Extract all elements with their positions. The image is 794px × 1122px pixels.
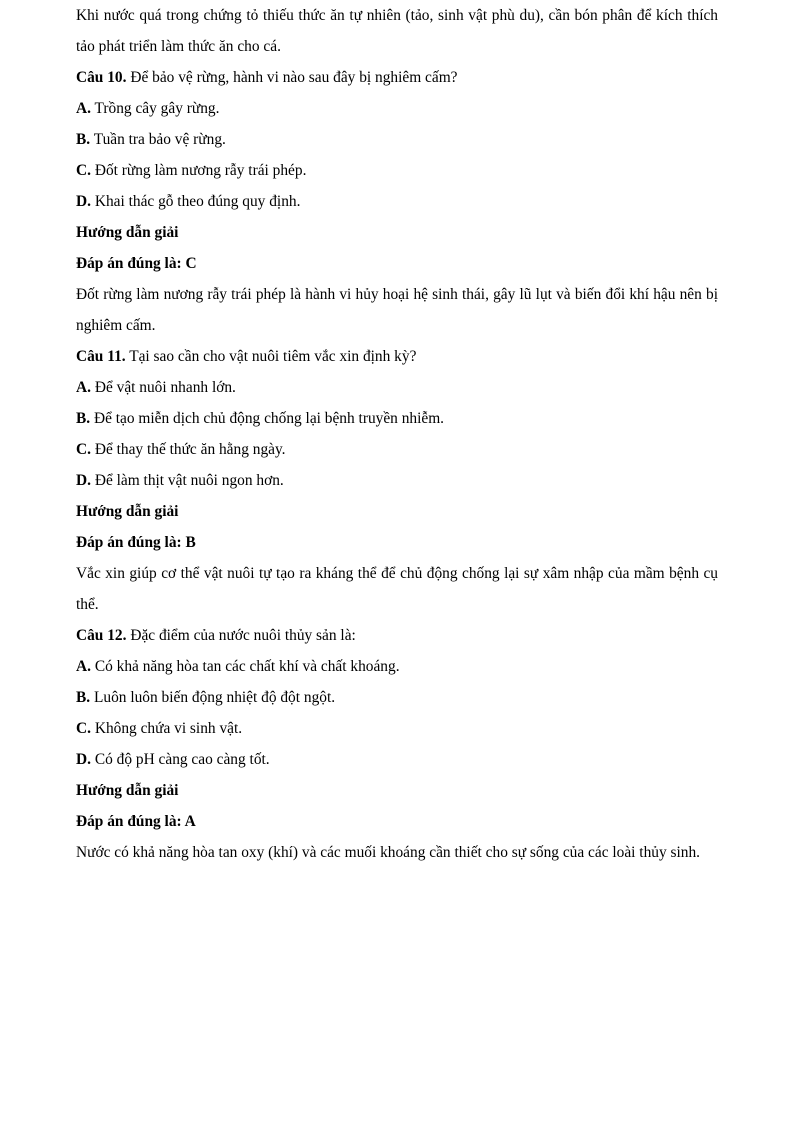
option-letter: A. (76, 379, 91, 396)
question-text: Đặc điểm của nước nuôi thủy sản là: (130, 627, 356, 644)
option-text: Để làm thịt vật nuôi ngon hơn. (94, 472, 284, 489)
option-a (76, 651, 718, 682)
option-d (76, 186, 718, 217)
option-a (76, 372, 718, 403)
question-stem (76, 62, 718, 93)
explanation: Đốt rừng làm nương rẫy trái phép là hành vi hủy hoại hệ sinh thái, gây lũ lụt và biến đổi khí hậu nên bị nghiêm cấm. (76, 286, 718, 334)
option-text: Khai thác gỗ theo đúng quy định. (94, 193, 301, 210)
option-letter: D. (76, 751, 91, 768)
option-text: Có khả năng hòa tan các chất khí và chất khoáng. (94, 658, 400, 675)
option-text: Luôn luôn biến động nhiệt độ đột ngột. (93, 689, 336, 706)
option-b (76, 682, 718, 713)
option-letter: A. (76, 100, 91, 117)
question-number: Câu 11. (76, 348, 126, 365)
question-stem (76, 341, 718, 372)
document-page (76, 0, 718, 868)
option-a (76, 93, 718, 124)
option-text: Để thay thế thức ăn hằng ngày. (94, 441, 286, 458)
question-number: Câu 10. (76, 69, 127, 86)
option-letter: B. (76, 131, 91, 148)
question-number: Câu 12. (76, 627, 127, 644)
question-11 (76, 341, 718, 620)
option-b (76, 124, 718, 155)
option-b (76, 403, 718, 434)
question-text: Để bảo vệ rừng, hành vi nào sau đây bị nghiêm cấm? (130, 69, 458, 86)
option-text: Trồng cây gây rừng. (94, 100, 220, 117)
intro-paragraph: Khi nước quá trong chứng tỏ thiếu thức ăn tự nhiên (tảo, sinh vật phù du), cần bón phân để kích thích tảo phát triển làm thức ăn cho cá. (76, 7, 718, 55)
option-letter: B. (76, 689, 91, 706)
guide-heading: Hướng dẫn giải (76, 503, 179, 520)
option-letter: D. (76, 472, 91, 489)
question-12 (76, 620, 718, 868)
option-d (76, 465, 718, 496)
option-text: Có độ pH càng cao càng tốt. (94, 751, 270, 768)
option-text: Để vật nuôi nhanh lớn. (94, 379, 236, 396)
option-text: Không chứa vi sinh vật. (94, 720, 243, 737)
option-letter: C. (76, 720, 91, 737)
option-letter: B. (76, 410, 91, 427)
correct-answer: Đáp án đúng là: B (76, 534, 196, 551)
guide-heading: Hướng dẫn giải (76, 224, 179, 241)
option-c (76, 155, 718, 186)
option-letter: C. (76, 441, 91, 458)
option-letter: C. (76, 162, 91, 179)
correct-answer: Đáp án đúng là: C (76, 255, 197, 272)
guide-heading: Hướng dẫn giải (76, 782, 179, 799)
option-c (76, 713, 718, 744)
correct-answer: Đáp án đúng là: A (76, 813, 196, 830)
option-letter: D. (76, 193, 91, 210)
explanation: Nước có khả năng hòa tan oxy (khí) và các muối khoáng cần thiết cho sự sống của các loài thủy sinh. (76, 844, 701, 861)
option-d (76, 744, 718, 775)
question-stem (76, 620, 718, 651)
option-text: Để tạo miễn dịch chủ động chống lại bệnh truyền nhiễm. (93, 410, 445, 427)
question-10 (76, 62, 718, 341)
option-text: Đốt rừng làm nương rẫy trái phép. (94, 162, 307, 179)
option-text: Tuần tra bảo vệ rừng. (93, 131, 226, 148)
option-c (76, 434, 718, 465)
question-text: Tại sao cần cho vật nuôi tiêm vắc xin định kỳ? (129, 348, 417, 365)
option-letter: A. (76, 658, 91, 675)
explanation: Vắc xin giúp cơ thể vật nuôi tự tạo ra kháng thể để chủ động chống lại sự xâm nhập của mầm bệnh cụ thể. (76, 565, 718, 613)
